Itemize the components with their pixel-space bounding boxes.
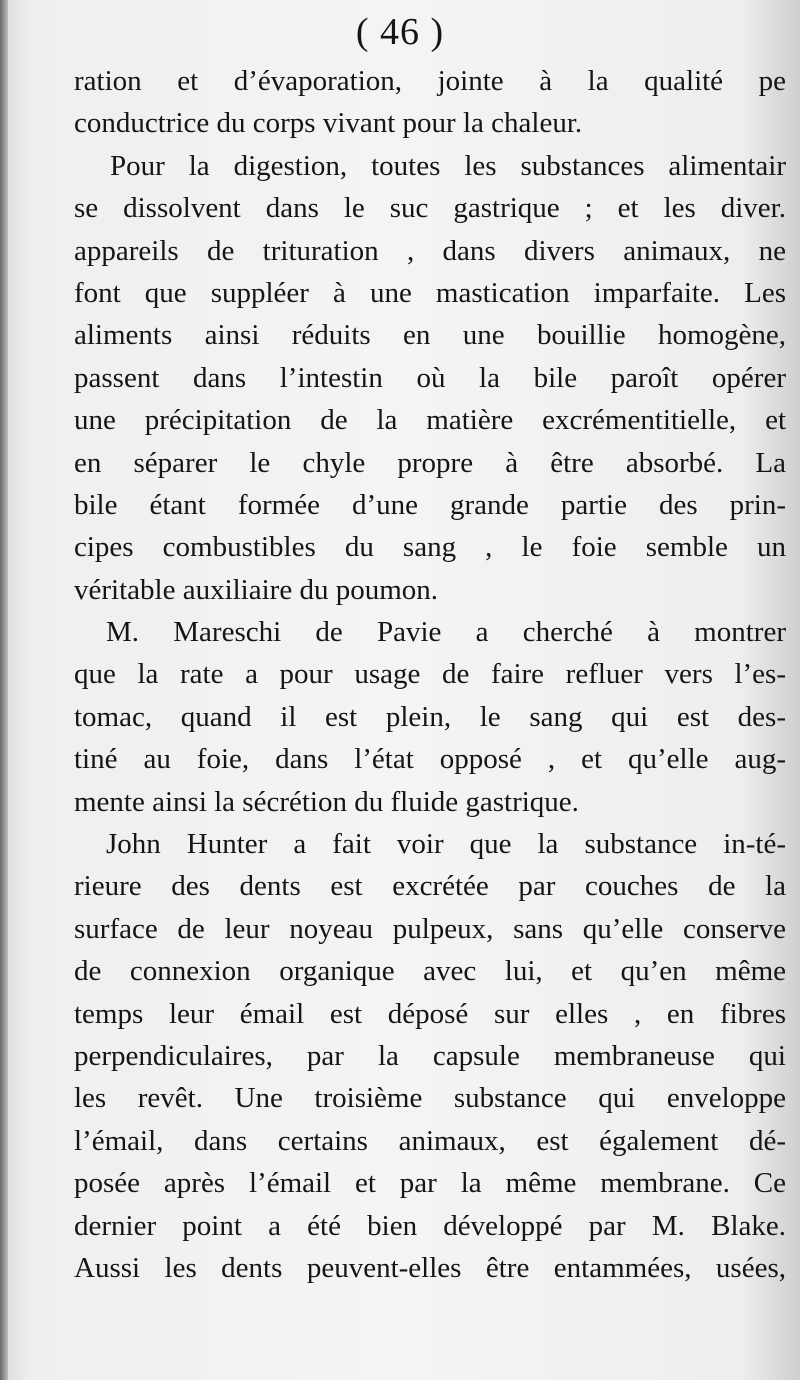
text-line: passent dans l’intestin où la bile paroît opérer <box>74 361 786 394</box>
text-line: posée après l’émail et par la même membrane. Ce <box>74 1167 786 1200</box>
text-line: temps leur émail est déposé sur elles , en fibres <box>74 997 786 1030</box>
text-line: M. Mareschi de Pavie a cherché à montrer <box>106 616 786 649</box>
text-line: font que suppléer à une mastication imparfaite. Les <box>74 276 786 309</box>
page-gutter <box>0 0 8 1380</box>
text-line: perpendiculaires, par la capsule membraneuse qui <box>74 1039 786 1072</box>
text-line: bile étant formée d’une grande partie des prin- <box>74 488 786 521</box>
text-line: Pour la digestion, toutes les substances alimentair <box>110 149 786 182</box>
text-line: de connexion organique avec lui, et qu’en même <box>74 955 786 988</box>
text-line: les revêt. Une troisième substance qui enveloppe <box>74 1082 786 1115</box>
body-text <box>74 60 786 1289</box>
text-line: une précipitation de la matière excrémentitielle, et <box>74 404 786 437</box>
text-line: aliments ainsi réduits en une bouillie homogène, <box>74 319 786 352</box>
text-line: Aussi les dents peuvent-elles être entammées, usées, <box>74 1251 786 1284</box>
text-line: ration et d’évaporation, jointe à la qualité pe <box>74 65 786 97</box>
text-line: se dissolvent dans le suc gastrique ; et les diver. <box>74 192 786 225</box>
text-line: conductrice du corps vivant pour la chaleur. <box>74 107 583 140</box>
text-line: John Hunter a fait voir que la substance in-té- <box>106 828 786 861</box>
text-line: en séparer le chyle propre à être absorbé. La <box>74 446 786 479</box>
text-line: véritable auxiliaire du poumon. <box>74 573 439 606</box>
text-line: que la rate a pour usage de faire refluer vers l’es- <box>74 658 786 691</box>
text-line: dernier point a été bien développé par M. Blake. <box>74 1209 786 1242</box>
text-line: appareils de trituration , dans divers animaux, ne <box>74 234 786 267</box>
page-number: ( 46 ) <box>355 11 445 53</box>
text-line: mente ainsi la sécrétion du fluide gastrique. <box>74 785 579 818</box>
text-line: surface de leur noyeau pulpeux, sans qu’elle conserve <box>74 912 786 945</box>
text-line: tomac, quand il est plein, le sang qui est des- <box>74 700 786 733</box>
text-line: l’émail, dans certains animaux, est également dé- <box>74 1124 786 1157</box>
text-line: tiné au foie, dans l’état opposé , et qu’elle aug- <box>74 743 786 776</box>
text-line: cipes combustibles du sang , le foie semble un <box>74 531 786 564</box>
text-line: rieure des dents est excrétée par couches de la <box>74 870 786 903</box>
